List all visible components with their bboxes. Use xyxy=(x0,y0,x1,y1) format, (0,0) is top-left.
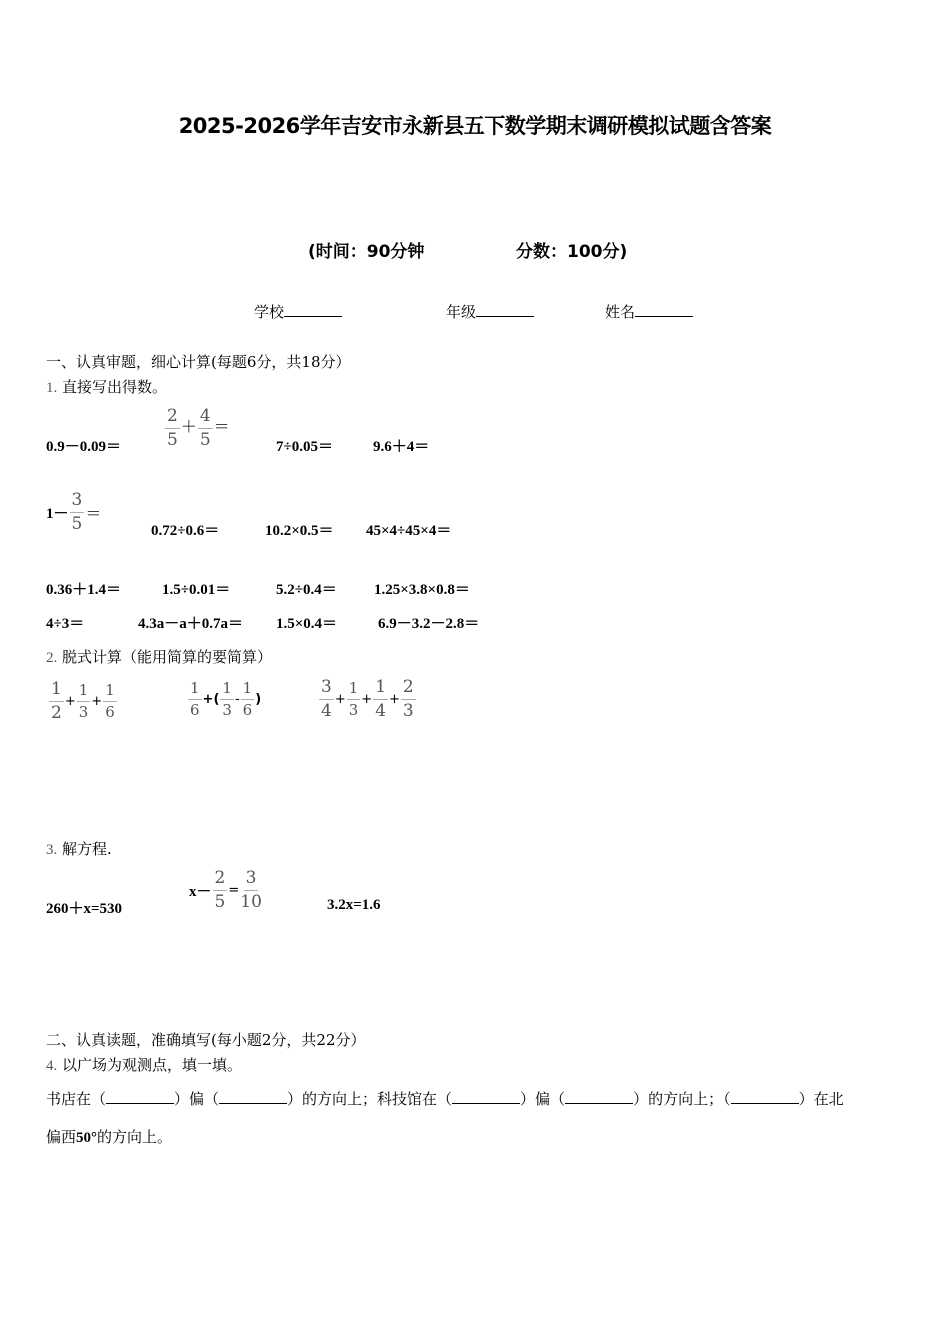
q4-line1: 书店在（ ）偏（ ）的方向上；科技馆在（ ）偏（ ）的方向上；（ ）在北 xyxy=(46,1090,844,1108)
q2-text: 脱式计算（能用简算的要简算） xyxy=(62,648,273,666)
section2-heading: 二、认真读题，准确填写(每小题2分，共22分） xyxy=(46,1031,366,1049)
answer-blank[interactable] xyxy=(106,1089,174,1104)
q3-number: 3. xyxy=(46,842,58,858)
q1-r2-e4: 45×4÷45×4＝ xyxy=(366,523,452,539)
school-blank[interactable] xyxy=(284,302,342,317)
answer-blank[interactable] xyxy=(219,1089,287,1104)
q4-line2: 偏西50°的方向上。 xyxy=(46,1128,173,1146)
q1-prompt xyxy=(46,376,167,397)
fraction: $\frac{1}{2}$ xyxy=(51,679,62,723)
q3-text: 解方程. xyxy=(62,840,112,858)
answer-blank[interactable] xyxy=(452,1089,520,1104)
q1-r3-e1: 0.36＋1.4＝ xyxy=(46,582,122,598)
q2-prompt xyxy=(46,646,272,667)
fraction: $\frac{1}{6}$ xyxy=(190,679,200,719)
q1-r1-e4: 9.6＋4＝ xyxy=(373,439,430,455)
q1-r2-e3: 10.2×0.5＝ xyxy=(265,523,334,539)
page-title: 2025-2026学年吉安市永新县五下数学期末调研模拟试题含答案 xyxy=(178,114,772,138)
fraction: $\frac{1}{6}$ xyxy=(105,681,115,721)
q3-e3: 3.2x=1.6 xyxy=(327,897,381,913)
section1-heading: 一、认真审题，细心计算(每题6分，共18分） xyxy=(46,353,351,371)
fraction: $\frac{3}{5}$ xyxy=(71,490,83,534)
exam-score: 分数：100分) xyxy=(516,242,628,262)
exam-time: (时间：90分钟 xyxy=(308,242,425,262)
fraction: $\frac{1}{3}$ xyxy=(222,679,232,719)
q1-r2-e2: 0.72÷0.6＝ xyxy=(151,523,220,539)
q2-e2: $\frac{1}{6}$ +( $\frac{1}{3}$ - $\frac{1}{6}$ ) xyxy=(190,679,262,719)
fraction: $\frac{1}{3}$ xyxy=(348,679,359,719)
fraction: $\frac{2}{5}$ xyxy=(167,406,178,450)
q4-number: 4. xyxy=(46,1058,58,1074)
q1-r2-e1: 1－ $\frac{3}{5}$ ＝ xyxy=(46,490,102,534)
fraction: $\frac{3}{4}$ xyxy=(321,677,332,721)
grade-blank[interactable] xyxy=(476,302,534,317)
q1-r3-e4: 1.25×3.8×0.8＝ xyxy=(374,582,470,598)
grade-field[interactable] xyxy=(446,301,534,322)
q1-r4-e1: 4÷3＝ xyxy=(46,616,85,632)
q1-r3-e2: 1.5÷0.01＝ xyxy=(162,582,231,598)
q1-r3-e3: 5.2÷0.4＝ xyxy=(276,582,337,598)
name-label: 姓名 xyxy=(605,303,636,321)
q4-text: 以广场为观测点，填一填。 xyxy=(62,1056,243,1074)
q1-r1-e1: 0.9－0.09＝ xyxy=(46,439,122,455)
name-blank[interactable] xyxy=(635,302,693,317)
q1-r1-e3: 7÷0.05＝ xyxy=(276,439,333,455)
fraction: $\frac{3}{10}$ xyxy=(240,868,262,912)
answer-blank[interactable] xyxy=(565,1089,633,1104)
q1-number: 1. xyxy=(46,380,58,396)
school-label: 学校 xyxy=(254,303,285,321)
q2-e3: $\frac{3}{4}$ + $\frac{1}{3}$ + $\frac{1}{4}$ + $\frac{2}{3}$ xyxy=(321,677,414,721)
q1-r1-e2: $\frac{2}{5}$ ＋ $\frac{4}{5}$ ＝ xyxy=(167,406,230,450)
q2-e1: $\frac{1}{2}$ + $\frac{1}{3}$ + $\frac{1}{6}$ xyxy=(51,679,115,723)
name-field[interactable] xyxy=(605,301,693,322)
q2-number: 2. xyxy=(46,650,58,666)
q1-r4-e4: 6.9－3.2－2.8＝ xyxy=(378,616,480,632)
school-field[interactable] xyxy=(254,301,342,322)
fraction: $\frac{1}{3}$ xyxy=(78,681,89,721)
fraction: $\frac{2}{5}$ xyxy=(214,868,226,912)
q1-r4-e3: 1.5×0.4＝ xyxy=(276,616,338,632)
answer-blank[interactable] xyxy=(731,1089,799,1104)
fraction: $\frac{1}{4}$ xyxy=(375,677,387,721)
fraction: $\frac{4}{5}$ xyxy=(199,406,211,450)
q3-prompt xyxy=(46,838,112,859)
q3-e1: 260＋x=530 xyxy=(46,901,123,917)
grade-label: 年级 xyxy=(446,303,477,321)
q4-prompt xyxy=(46,1054,242,1075)
q1-text: 直接写出得数。 xyxy=(62,378,168,396)
fraction: $\frac{1}{6}$ xyxy=(242,679,253,719)
fraction: $\frac{2}{3}$ xyxy=(402,677,414,721)
q3-e2: x－ $\frac{2}{5}$ = $\frac{3}{10}$ xyxy=(189,868,262,912)
q1-r4-e2: 4.3a－a＋0.7a＝ xyxy=(138,616,244,632)
